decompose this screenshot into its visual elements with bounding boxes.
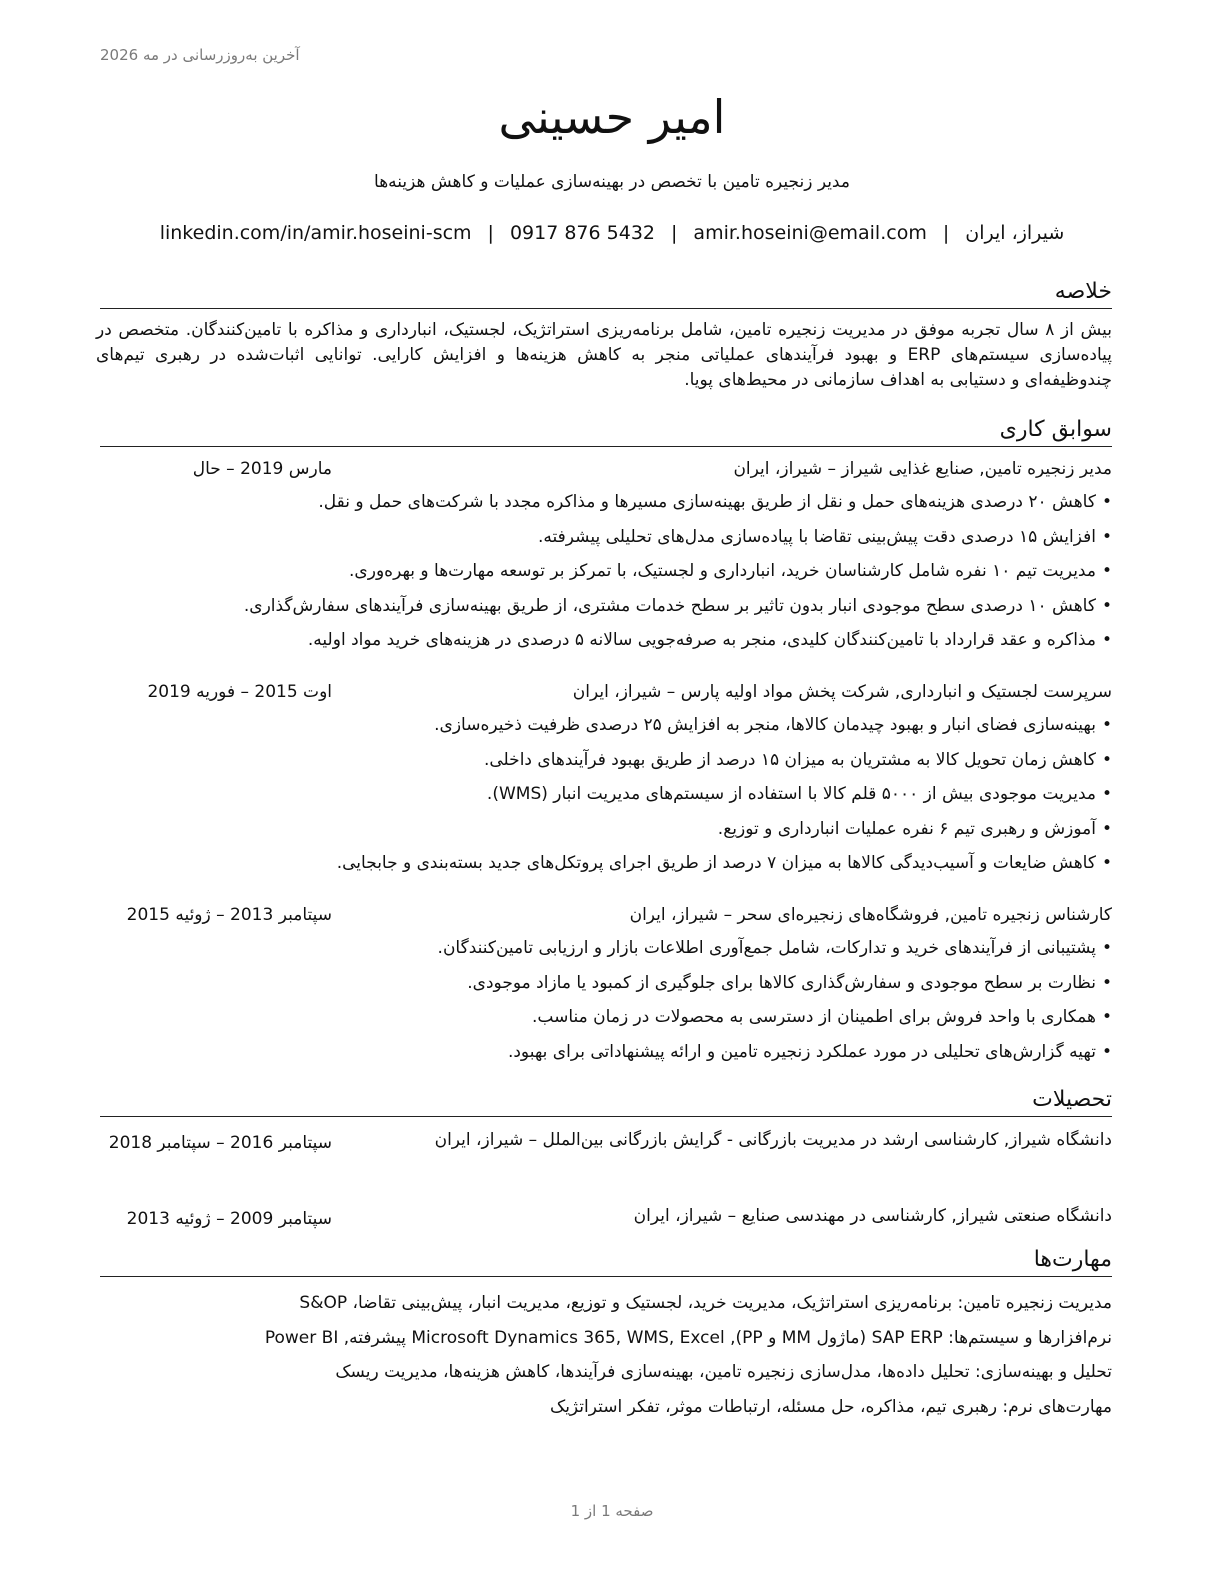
job-bullets <box>100 712 1112 885</box>
job-header <box>100 459 1112 485</box>
job-title: سرپرست لجستیک و انبارداری, شرکت پخش مواد اولیه پارس – شیراز، ایران <box>572 682 1112 702</box>
skill-line: مدیریت زنجیره تامین: برنامه‌ریزی استراتژیک، مدیریت خرید، لجستیک و توزیع، مدیریت انبار، پیش‌بینی تقاضا، S&OP <box>299 1293 1112 1313</box>
job-header <box>100 682 1112 708</box>
list-item: • پشتیبانی از فرآیندهای خرید و تدارکات، شامل جمع‌آوری اطلاعات بازار و ارزیابی تامین‌کنندگان. <box>100 935 1112 970</box>
list-item: • مدیریت موجودی بیش از ۵۰۰۰ قلم کالا با استفاده از سیستم‌های مدیریت انبار (WMS). <box>100 781 1112 816</box>
list-item: • کاهش ضایعات و آسیب‌دیدگی کالاها به میزان ۷ درصد از طریق اجرای پروتکل‌های جدید بسته‌بندی و جابجایی. <box>100 850 1112 885</box>
skill-line: تحلیل و بهینه‌سازی: تحلیل داده‌ها، مدل‌سازی زنجیره تامین، بهینه‌سازی فرآیندها، کاهش هزینه‌ها، مدیریت ریسک <box>335 1362 1112 1382</box>
job-date: سپتامبر 2013 – ژوئیه 2015 <box>126 905 332 925</box>
list-item: • مدیریت تیم ۱۰ نفره شامل کارشناسان خرید، انبارداری و لجستیک، با تمرکز بر توسعه مهارت‌ها و بهره‌وری. <box>100 558 1112 593</box>
contact-location: شیراز، ایران <box>965 222 1065 244</box>
section-title-education: تحصیلات <box>100 1086 1112 1117</box>
list-item: • کاهش ۱۰ درصدی سطح موجودی انبار بدون تاثیر بر سطح خدمات مشتری، از طریق بهینه‌سازی فرآیندهای سفارش‌گذاری. <box>100 593 1112 628</box>
section-title-summary: خلاصه <box>100 278 1112 309</box>
list-item: • افزایش ۱۵ درصدی دقت پیش‌بینی تقاضا با پیاده‌سازی مدل‌های تحلیلی پیشرفته. <box>100 524 1112 559</box>
job-date: مارس 2019 – حال <box>192 459 332 479</box>
contact-email[interactable]: amir.hoseini@email.com <box>693 222 927 244</box>
list-item: • تهیه گزارش‌های تحلیلی در مورد عملکرد زنجیره تامین و ارائه پیشنهاداتی برای بهبود. <box>100 1039 1112 1074</box>
job-title: کارشناس زنجیره تامین, فروشگاه‌های زنجیره‌ای سحر – شیراز، ایران <box>629 905 1112 925</box>
list-item: • کاهش زمان تحویل کالا به مشتریان به میزان ۱۵ درصد از طریق بهبود فرآیندهای داخلی. <box>100 747 1112 782</box>
education-title: دانشگاه صنعتی شیراز, کارشناسی در مهندسی صنایع – شیراز، ایران <box>633 1206 1112 1226</box>
summary-text: بیش از ۸ سال تجربه موفق در مدیریت زنجیره تامین، شامل برنامه‌ریزی استراتژیک، لجستیک، انبارداری و مذاکره با تامین‌کنندگان. متخصص در پیاده‌سازی سیستم‌های ERP و بهبود فرآیندهای عملیاتی منجر به کاهش هزینه‌ها و افزایش کارایی. توانایی اثبات‌شده در رهبری تیم‌های چندوظیفه‌ای و دستیابی به اهداف سازمانی در محیط‌های پویا. <box>96 320 1112 390</box>
job-bullets <box>100 489 1112 662</box>
skill-line: نرم‌افزارها و سیستم‌ها: SAP ERP (ماژول MM و PP), Microsoft Dynamics 365, WMS, Excel پیشرفته, Power BI <box>264 1327 1112 1348</box>
list-item: • مذاکره و عقد قرارداد با تامین‌کنندگان کلیدی، منجر به صرفه‌جویی سالانه ۵ درصدی در هزینه‌های خرید مواد اولیه. <box>100 627 1112 662</box>
page-number: صفحه 1 از 1 <box>570 1502 654 1520</box>
contact-phone: 0917 876 5432 <box>509 222 656 244</box>
skill-line: مهارت‌های نرم: رهبری تیم، مذاکره، حل مسئله، ارتباطات موثر، تفکر استراتژیک <box>549 1396 1112 1417</box>
list-item: • نظارت بر سطح موجودی و سفارش‌گذاری کالاها برای جلوگیری از کمبود یا مازاد موجودی. <box>100 970 1112 1005</box>
candidate-name: امیر حسینی <box>498 90 726 144</box>
section-title-experience: سوابق کاری <box>100 416 1112 447</box>
contact-separator: | <box>671 222 678 244</box>
job-header <box>100 905 1112 931</box>
education-date: سپتامبر 2016 – سپتامبر 2018 <box>108 1133 332 1153</box>
last-updated: آخرین به‌روزرسانی در مه 2026 <box>100 46 300 64</box>
list-item: • کاهش ۲۰ درصدی هزینه‌های حمل و نقل از طریق بهینه‌سازی مسیرها و مذاکره مجدد با شرکت‌های حمل و نقل. <box>100 489 1112 524</box>
candidate-tagline: مدیر زنجیره تامین با تخصص در بهینه‌سازی عملیات و کاهش هزینه‌ها <box>374 172 850 192</box>
job-bullets <box>100 935 1112 1073</box>
contact-separator: | <box>942 222 950 244</box>
contact-separator: | <box>487 222 494 244</box>
education-title: دانشگاه شیراز, کارشناسی ارشد در مدیریت بازرگانی - گرایش بازرگانی بین‌الملل – شیراز، ایران <box>434 1130 1112 1150</box>
list-item: • آموزش و رهبری تیم ۶ نفره عملیات انبارداری و توزیع. <box>100 816 1112 851</box>
education-date: سپتامبر 2009 – ژوئیه 2013 <box>126 1209 332 1229</box>
contact-linkedin[interactable]: linkedin.com/in/amir.hoseini-scm <box>159 222 472 244</box>
contact-line <box>100 222 1124 244</box>
job-title: مدیر زنجیره تامین, صنایع غذایی شیراز – شیراز، ایران <box>733 459 1112 479</box>
skills-list <box>100 1290 1112 1428</box>
section-title-skills: مهارت‌ها <box>100 1246 1112 1277</box>
list-item: • همکاری با واحد فروش برای اطمینان از دسترسی به محصولات در زمان مناسب. <box>100 1004 1112 1039</box>
list-item: • بهینه‌سازی فضای انبار و بهبود چیدمان کالاها، منجر به افزایش ۲۵ درصدی ظرفیت ذخیره‌سازی. <box>100 712 1112 747</box>
job-date: اوت 2015 – فوریه 2019 <box>147 682 332 702</box>
